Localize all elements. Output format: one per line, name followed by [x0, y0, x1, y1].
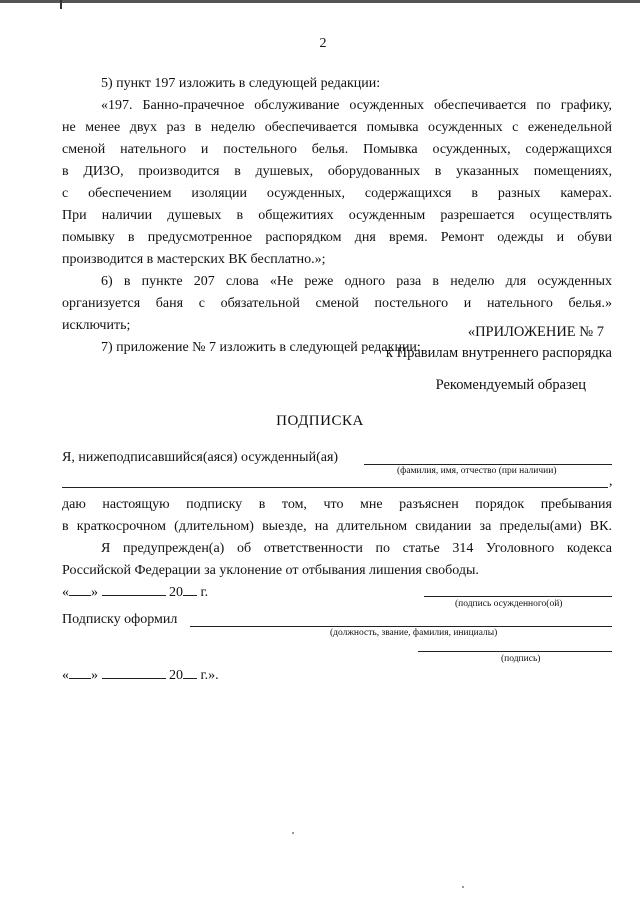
amendment-text	[62, 73, 612, 359]
date-open-quote: «	[62, 668, 69, 683]
date-day-blank	[69, 667, 91, 679]
date-year: 20	[169, 585, 183, 600]
text-line: производится в мастерских ВК бесплатно.»;	[62, 252, 326, 267]
text-line: «197. Банно-прачечное обслуживание осужденных обеспечивается по графику,	[101, 98, 612, 113]
text-line: с обеспечением изоляции осужденных, содержащихся в разных камерах.	[62, 186, 612, 201]
scan-speck	[462, 886, 464, 888]
form-text	[62, 494, 612, 582]
date-year-blank	[183, 584, 197, 596]
hint-convict-signature: (подпись осужденного(ой)	[455, 599, 563, 609]
date-field-2	[62, 667, 219, 684]
date-close-quote: »	[91, 585, 98, 600]
date-suffix: г.	[200, 585, 209, 600]
paragraph-7: 7) приложение № 7 изложить в следующей редакции:	[101, 340, 421, 355]
date-open-quote: «	[62, 585, 69, 600]
scan-top-mark	[60, 0, 62, 9]
text-line: Я предупрежден(а) об ответственности по статье 314 Уголовного кодекса	[101, 541, 612, 556]
date-year: 20	[169, 668, 183, 683]
text-line: При наличии душевых в общежитиях осужденным разрешается осуществлять	[62, 208, 612, 223]
text-line: сменой нательного и постельного белья. Помывка осужденных, содержащихся	[62, 142, 612, 157]
date-close-quote: »	[91, 668, 98, 683]
text-line: исключить;	[62, 318, 131, 333]
scan-speck	[292, 832, 294, 834]
name-line	[364, 464, 612, 465]
official-signature-line	[418, 651, 612, 652]
text-line: помывку в предусмотренное распорядком дня время. Ремонт одежды и обуви	[62, 230, 612, 245]
form-intro: Я, нижеподписавшийся(аяся) осужденный(ая)	[62, 450, 339, 465]
page-number: 2	[319, 36, 327, 51]
appendix-title: «ПРИЛОЖЕНИЕ № 7	[467, 324, 604, 340]
text-line: Российской Федерации за уклонение от отбывания лишения свободы.	[62, 563, 479, 578]
convict-signature-line	[424, 596, 612, 597]
date-day-blank	[69, 584, 91, 596]
form-heading: ПОДПИСКА	[276, 413, 364, 429]
date-year-blank	[183, 667, 197, 679]
text-line: организуется баня с обязательной сменой постельного и нательного белья.»	[62, 296, 612, 311]
sample-label: Рекомендуемый образец	[435, 377, 586, 393]
name-line-2	[62, 487, 608, 488]
scan-top-border	[0, 0, 640, 3]
official-line	[190, 626, 612, 627]
line-comma: ,	[609, 474, 613, 489]
hint-name: (фамилия, имя, отчество (при наличии)	[397, 466, 557, 476]
appendix-subtitle: к Правилам внутреннего распорядка	[385, 345, 612, 361]
date-month-blank	[102, 667, 166, 679]
text-line: в ДИЗО, производится в душевых, оборудованных в указанных помещениях,	[62, 164, 612, 179]
text-line: даю настоящую подписку в том, что мне разъяснен порядок пребывания	[62, 497, 612, 512]
text-line: в краткосрочном (длительном) выезде, на длительном свидании за пределы(ами) ВК.	[62, 519, 612, 534]
paragraph-6: 6) в пункте 207 слова «Не реже одного раза в неделю для осужденных	[101, 274, 612, 289]
date-suffix: г.».	[200, 668, 219, 683]
text-line: не менее двух раз в неделю обеспечивается помывка осужденных с еженедельной	[62, 120, 612, 135]
date-month-blank	[102, 584, 166, 596]
hint-position: (должность, звание, фамилия, инициалы)	[330, 628, 498, 638]
date-field	[62, 584, 208, 601]
paragraph-5: 5) пункт 197 изложить в следующей редакции:	[101, 76, 381, 91]
hint-signature: (подпись)	[501, 654, 541, 664]
issued-by-label: Подписку оформил	[62, 612, 178, 627]
